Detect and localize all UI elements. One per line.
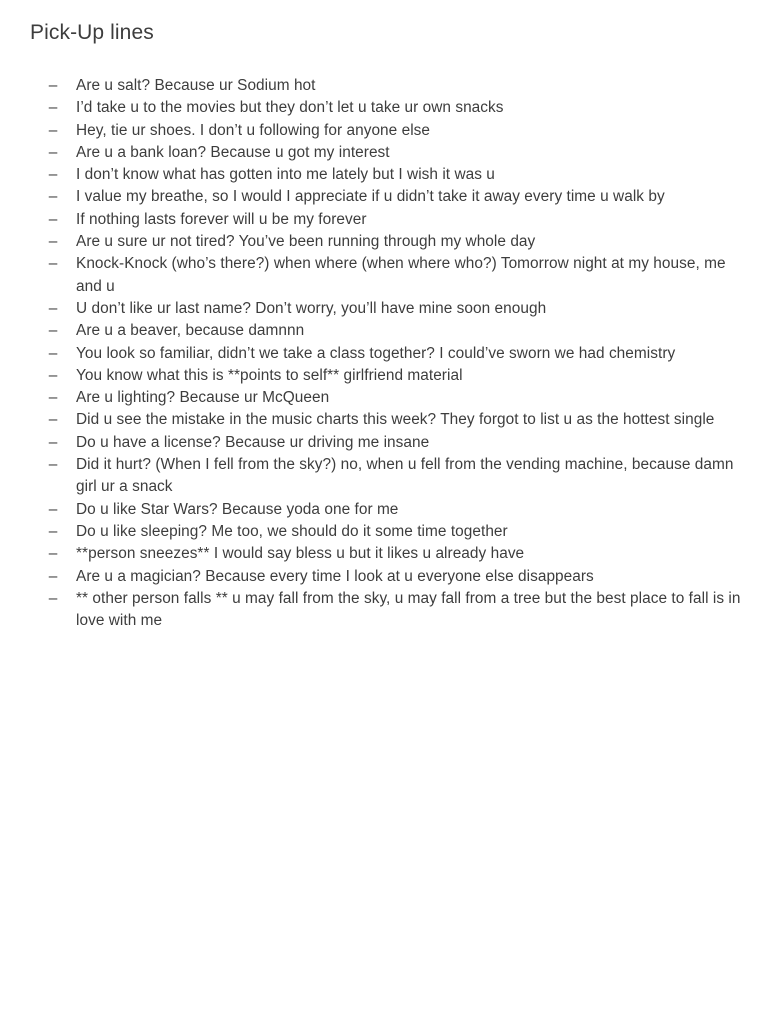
list-item[interactable] (30, 454, 742, 499)
list-item[interactable] (30, 387, 742, 409)
dash-bullet-icon: – (48, 389, 58, 407)
dash-bullet-icon: – (48, 188, 58, 206)
list-item-text: Are u a beaver, because damnnn (76, 322, 305, 340)
list-item-text: You know what this is **points to self** girlfriend material (76, 366, 463, 384)
list-item[interactable] (30, 566, 742, 588)
list-item-text: You look so familiar, didn’t we take a class together? I could’ve sworn we had chemistry (76, 344, 676, 362)
list-item[interactable] (30, 97, 742, 119)
dash-bullet-icon: – (48, 233, 58, 251)
dash-bullet-icon: – (48, 411, 58, 429)
list-item-text: If nothing lasts forever will u be my forever (76, 210, 367, 228)
list-item-text: I don’t know what has gotten into me lately but I wish it was u (76, 166, 495, 184)
list-item-text: I value my breathe, so I would I appreciate if u didn’t take it away every time u walk by (76, 188, 665, 206)
list-item-text: Do u have a license? Because ur driving me insane (76, 433, 430, 451)
list-item[interactable] (30, 365, 742, 387)
list-item[interactable] (30, 75, 742, 97)
list-item[interactable] (30, 231, 742, 253)
dash-bullet-icon: – (48, 166, 58, 184)
list-item[interactable] (30, 142, 742, 164)
list-item[interactable] (30, 209, 742, 231)
list-item[interactable] (30, 343, 742, 365)
list-item[interactable] (30, 186, 742, 208)
list-item[interactable] (30, 499, 742, 521)
note-title[interactable]: Pick-Up lines (30, 21, 154, 44)
dash-bullet-icon: – (48, 366, 58, 384)
dash-bullet-icon: – (48, 522, 58, 540)
dash-bullet-icon: – (48, 322, 58, 340)
list-item-text: U don’t like ur last name? Don’t worry, you’ll have mine soon enough (76, 299, 547, 317)
dash-bullet-icon: – (48, 210, 58, 228)
dash-bullet-icon: – (48, 344, 58, 362)
list-item[interactable] (30, 409, 742, 431)
list-item[interactable] (30, 543, 742, 565)
list-item[interactable] (30, 253, 742, 298)
list-item-text: Are u lighting? Because ur McQueen (76, 389, 330, 407)
list-item-text: Hey, tie ur shoes. I don’t u following for anyone else (76, 121, 431, 139)
list-item-text: Are u a magician? Because every time I look at u everyone else disappears (76, 567, 594, 585)
dash-bullet-icon: – (48, 456, 58, 474)
list-item-text: Do u like sleeping? Me too, we should do it some time together (76, 522, 508, 540)
list-item-text: **person sneezes** I would say bless u but it likes u already have (76, 545, 525, 563)
dash-bullet-icon: – (48, 433, 58, 451)
list-item[interactable] (30, 320, 742, 342)
pickup-lines-list (30, 75, 742, 632)
dash-bullet-icon: – (48, 545, 58, 563)
list-item-text: Are u sure ur not tired? You’ve been running through my whole day (76, 233, 536, 251)
list-item-text: Did u see the mistake in the music charts this week? They forgot to list u as the hottest single (76, 411, 715, 429)
dash-bullet-icon: – (48, 299, 58, 317)
dash-bullet-icon: – (48, 255, 58, 273)
dash-bullet-icon: – (48, 567, 58, 585)
dash-bullet-icon: – (48, 589, 58, 607)
list-item-text: Did it hurt? (When I fell from the sky?) no, when u fell from the vending machine, because damn girl ur a snack (76, 456, 734, 496)
list-item-text: I’d take u to the movies but they don’t let u take ur own snacks (76, 99, 504, 117)
list-item[interactable] (30, 588, 742, 633)
list-item[interactable] (30, 521, 742, 543)
dash-bullet-icon: – (48, 143, 58, 161)
dash-bullet-icon: – (48, 77, 58, 94)
dash-bullet-icon: – (48, 121, 58, 139)
list-item-text: Knock-Knock (who’s there?) when where (when where who?) Tomorrow night at my house, me and u (76, 255, 726, 295)
list-item-text: Are u a bank loan? Because u got my interest (76, 143, 390, 161)
list-item[interactable] (30, 120, 742, 142)
list-item[interactable] (30, 298, 742, 320)
list-item[interactable] (30, 432, 742, 454)
dash-bullet-icon: – (48, 500, 58, 518)
list-item-text: Do u like Star Wars? Because yoda one for me (76, 500, 399, 518)
list-item-text: ** other person falls ** u may fall from the sky, u may fall from a tree but the best place to fall is in love with me (76, 589, 741, 630)
dash-bullet-icon: – (48, 99, 58, 117)
list-item-text: Are u salt? Because ur Sodium hot (76, 77, 316, 94)
list-item[interactable] (30, 164, 742, 186)
